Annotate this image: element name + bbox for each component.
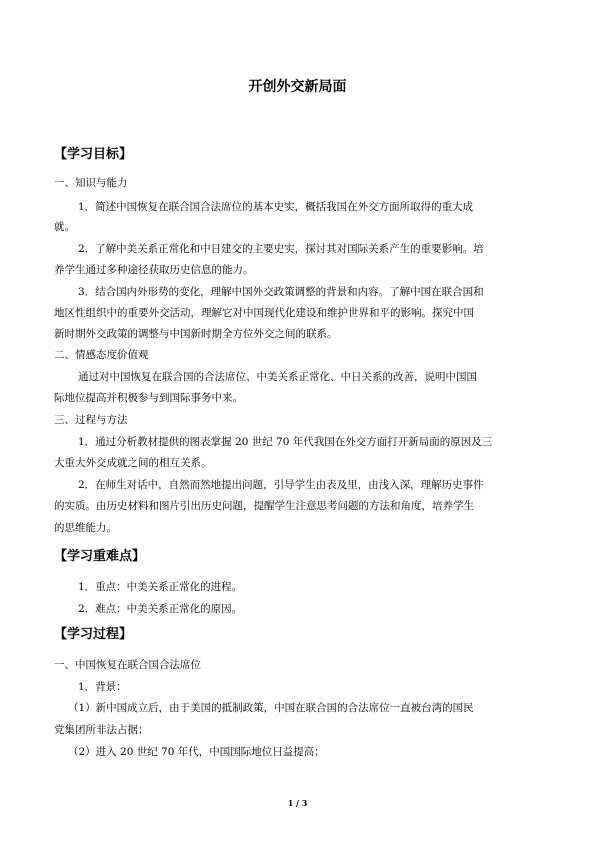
section-heading-process: 【学习过程】 [54, 627, 133, 642]
process-background-label: 1．背景： [78, 681, 127, 693]
goals-item-4-line-1: 通过对中国恢复在联合国的合法席位、中美关系正常化、中日关系的改善，说明中国国 [78, 371, 477, 383]
section-heading-key-points: 【学习重难点】 [54, 549, 146, 564]
process-background-1-line-2: 党集团所非法占据； [54, 724, 149, 736]
goals-item-3-line-1: 3．结合国内外形势的变化，理解中国外交政策调整的背景和内容。了解中国在联合国和 [78, 286, 484, 298]
goals-item-6-line-1: 2．在师生对话中，自然而然地提出问题，引导学生由表及里，由浅入深，理解历史事件 [78, 479, 484, 491]
key-point-difficulty: 2．难点：中美关系正常化的原因。 [78, 603, 243, 615]
page-number: 1 / 3 [287, 798, 308, 808]
process-background-2: （2）进入 20 世纪 70 年代，中国国际地位日益提高； [68, 746, 325, 758]
goals-item-5-line-1: 1．通过分析教材提供的图表掌握 20 世纪 70 年代我国在外交方面打开新局面的原因及三 [78, 436, 493, 448]
goals-heading-knowledge: 一、知识与能力 [54, 177, 128, 189]
goals-item-5-line-2: 大重大外交成就之间的相互关系。 [54, 457, 212, 469]
goals-item-6-line-3: 的思维能力。 [54, 522, 117, 534]
goals-item-4-line-2: 际地位提高并积极参与到国际事务中来。 [54, 392, 243, 404]
goals-item-3-line-3: 新时期外交政策的调整与中国新时期全方位外交之间的联系。 [54, 328, 338, 340]
goals-item-3-line-2: 地区性组织中的重要外交活动，理解它对中国现代化建设和维护世界和平的影响。探究中国 [54, 307, 474, 319]
goals-item-2-line-1: 2．了解中美关系正常化和中日建交的主要史实，探讨其对国际关系产生的重要影响。培 [78, 243, 484, 255]
goals-item-1-line-2: 就。 [54, 221, 75, 233]
section-heading-goals: 【学习目标】 [54, 147, 133, 162]
goals-heading-method: 三、过程与方法 [54, 414, 128, 426]
process-heading-un-seat: 一、中国恢复在联合国合法席位 [54, 659, 201, 671]
page-title: 开创外交新局面 [248, 79, 347, 95]
process-background-1-line-1: （1）新中国成立后，由于美国的抵制政策，中国在联合国的合法席位一直被台湾的国民 [68, 702, 474, 714]
goals-item-1-line-1: 1．简述中国恢复在联合国合法席位的基本史实，概括我国在外交方面所取得的重大成 [78, 201, 474, 213]
goals-item-2-line-2: 养学生通过多种途径获取历史信息的能力。 [54, 264, 254, 276]
key-point-focus: 1．重点：中美关系正常化的进程。 [78, 581, 243, 593]
goals-item-6-line-2: 的实质。由历史材料和图片引出历史问题，提醒学生注意思考问题的方法和角度，培养学生 [54, 500, 474, 512]
goals-heading-attitude: 二、情感态度价值观 [54, 349, 149, 361]
